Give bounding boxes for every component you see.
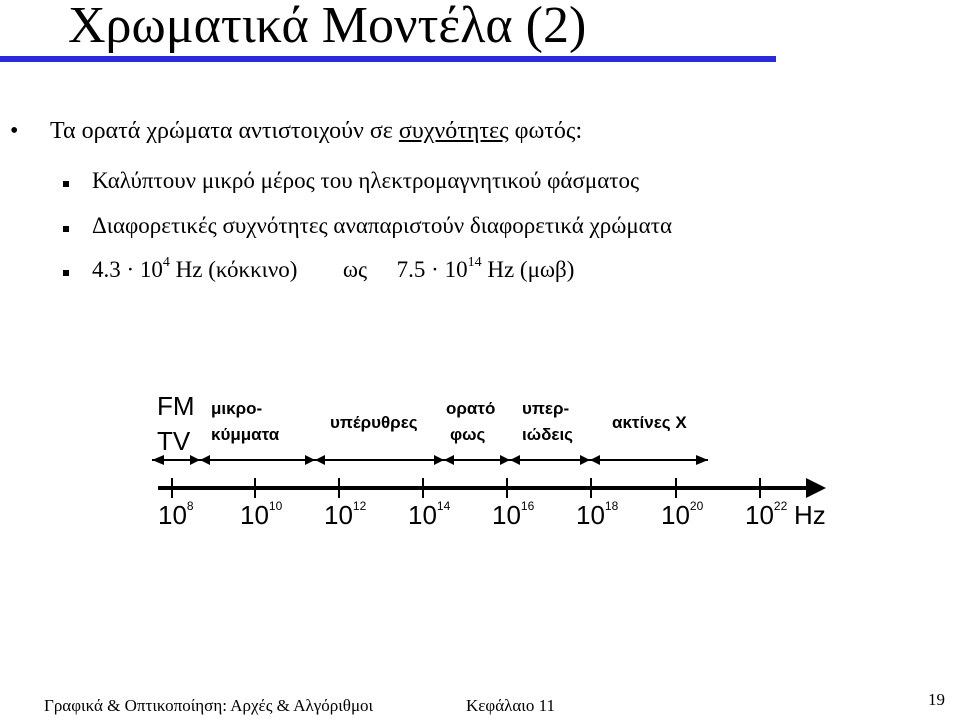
slide-title: Χρωματικά Μοντέλα (2) xyxy=(68,0,587,54)
axis-unit-label: Hz xyxy=(794,500,826,530)
band-label-microwave-1: μικρο- xyxy=(211,399,263,418)
sub-bullet-2: Διαφορετικές συχνότητες αναπαριστούν διαφορετικά χρώματα xyxy=(92,213,673,238)
tick-label: $10^{18}$ xyxy=(576,499,619,530)
violet-frequency: $7.5 \cdot 10^{14}$ Hz (μωβ) xyxy=(396,255,575,282)
footer-course: Γραφικά & Οπτικοποίηση: Αρχές & Αλγόριθμοι xyxy=(44,696,374,715)
tick-label: $10^{20}$ xyxy=(661,499,704,530)
band-label-ultraviolet-1: υπερ- xyxy=(522,399,570,418)
underlined-word: συχνότητες xyxy=(398,118,509,144)
tv-label: TV xyxy=(157,426,191,456)
band-label-ultraviolet-2: ιώδεις xyxy=(522,425,574,444)
range-conjunction: ως xyxy=(342,257,368,282)
band-label-infrared: υπέρυθρες xyxy=(330,413,418,432)
tick-label: $10^{22}$ xyxy=(745,499,788,530)
main-bullet-text-end: φωτός: xyxy=(508,118,583,144)
tick-label: $10^8$ xyxy=(158,499,194,530)
main-bullet-text-start: Τα ορατά χρώματα αντιστοιχούν σε xyxy=(50,118,399,144)
sub-bullet-1: Καλύπτουν μικρό μέρος του ηλεκτρομαγνητικού φάσματος xyxy=(92,168,640,193)
tick-label: $10^{16}$ xyxy=(492,499,535,530)
page-number: 19 xyxy=(928,690,945,709)
band-label-visible-1: ορατό xyxy=(446,399,496,418)
band-label-microwave-2: κύμματα xyxy=(211,425,280,444)
fm-label: FM xyxy=(157,391,195,421)
footer-chapter: Κεφάλαιο 11 xyxy=(466,696,555,715)
red-frequency: $4.3 \cdot 10^4$ Hz (κόκκινο) xyxy=(92,255,298,282)
axis-arrow-icon xyxy=(806,478,826,498)
main-bullet-icon: • xyxy=(10,118,19,144)
band-label-xray: ακτίνες Χ xyxy=(612,413,687,432)
band-label-visible-2: φως xyxy=(450,425,486,444)
tick-label: $10^{12}$ xyxy=(324,499,367,530)
tick-label: $10^{10}$ xyxy=(240,499,283,530)
tick-label: $10^{14}$ xyxy=(408,499,451,530)
